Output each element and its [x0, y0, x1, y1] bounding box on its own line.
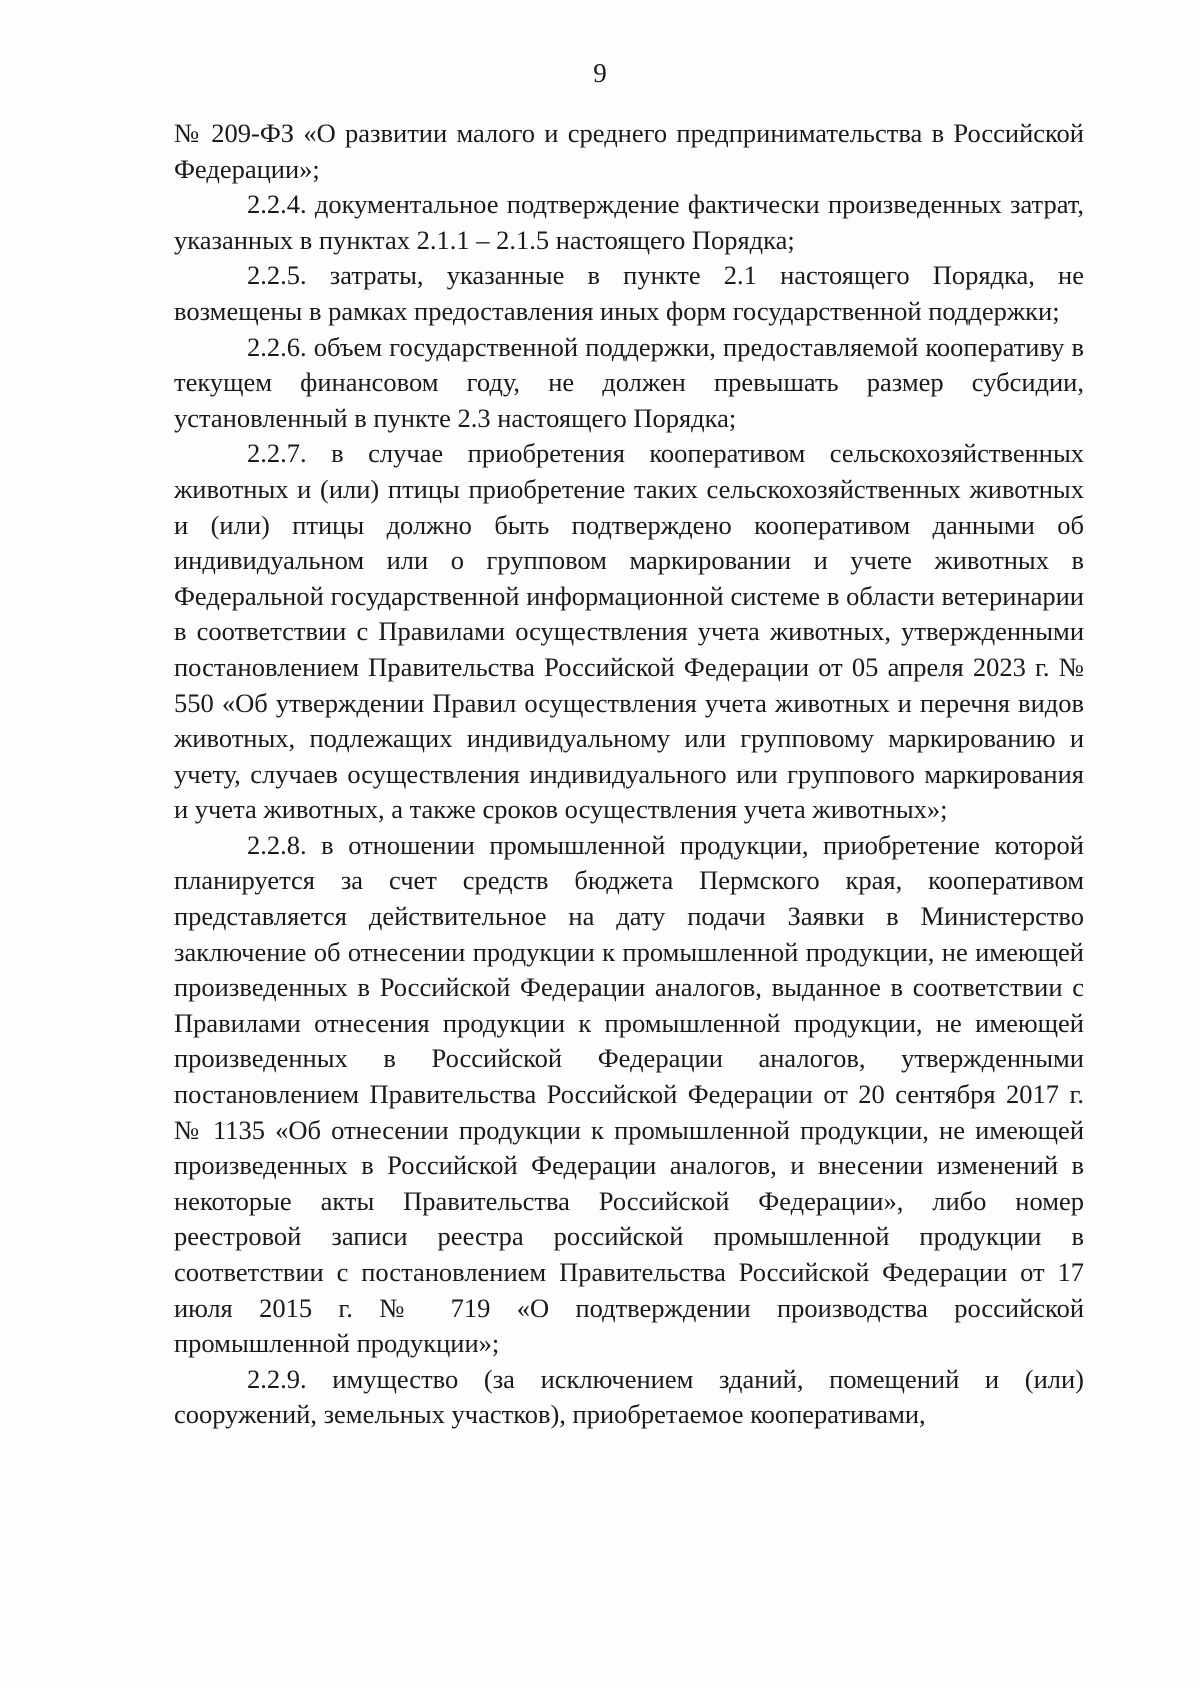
paragraph-2-2-6: 2.2.6. объем государственной поддержки, предоставляемой кооперативу в текущем финансовом году, не должен превышать размер субсидии, установленный в пункте 2.3 настоящего Порядка; [174, 331, 1084, 433]
paragraph-2-2-4: 2.2.4. документальное подтверждение фактически произведенных затрат, указанных в пунктах 2.1.1 – 2.1.5 настоящего Порядка; [174, 189, 1084, 255]
document-body [174, 116, 1084, 1433]
page-number: 9 [593, 58, 607, 88]
paragraph-2-2-8: 2.2.8. в отношении промышленной продукции, приобретение которой планируется за счет средств бюджета Пермского края, кооперативом представляется действительное на дату подачи Заявки в Министерство заключение об отнесении продукции к промышленной продукции, не имеющей произведенных в Российской Федерации аналогов, выданное в соответствии с Правилами отнесения продукции к промышленной продукции, не имеющей произведенных в Российской Федерации аналогов, утвержденными постановлением Правительства Российской Федерации от 20 сентября 2017 г. № 1135 «Об отнесении продукции к промышленной продукции, не имеющей произведенных в Российской Федерации аналогов, и внесении изменений в некоторые акты Правительства Российской Федерации», либо номер реестровой записи реестра российской промышленной продукции в соответствии с постановлением Правительства Российской Федерации от 17 июля 2015 г. № 719 «О подтверждении производства российской промышленной продукции»; [174, 829, 1084, 1359]
paragraph-2-2-7: 2.2.7. в случае приобретения кооперативом сельскохозяйственных животных и (или) птицы приобретение таких сельскохозяйственных животных и (или) птицы должно быть подтверждено кооперативом данными об индивидуальном или о групповом маркировании и учете животных в Федеральной государственной информационной системе в области ветеринарии в соответствии с Правилами осуществления учета животных, утвержденными постановлением Правительства Российской Федерации от 05 апреля 2023 г. № 550 «Об утверждении Правил осуществления учета животных и перечня видов животных, подлежащих индивидуальному или групповому маркированию и учету, случаев осуществления индивидуального или группового маркирования и учета животных, а также сроков осуществления учета животных»; [174, 438, 1084, 825]
paragraph-2-2-5: 2.2.5. затраты, указанные в пункте 2.1 настоящего Порядка, не возмещены в рамках предоставления иных форм государственной поддержки; [174, 260, 1084, 326]
paragraph-law-reference: № 209-ФЗ «О развитии малого и среднего предпринимательства в Российской Федерации»; [174, 118, 1084, 184]
paragraph-2-2-9: 2.2.9. имущество (за исключением зданий, помещений и (или) сооружений, земельных участков), приобретаемое кооперативами, [174, 1363, 1084, 1430]
